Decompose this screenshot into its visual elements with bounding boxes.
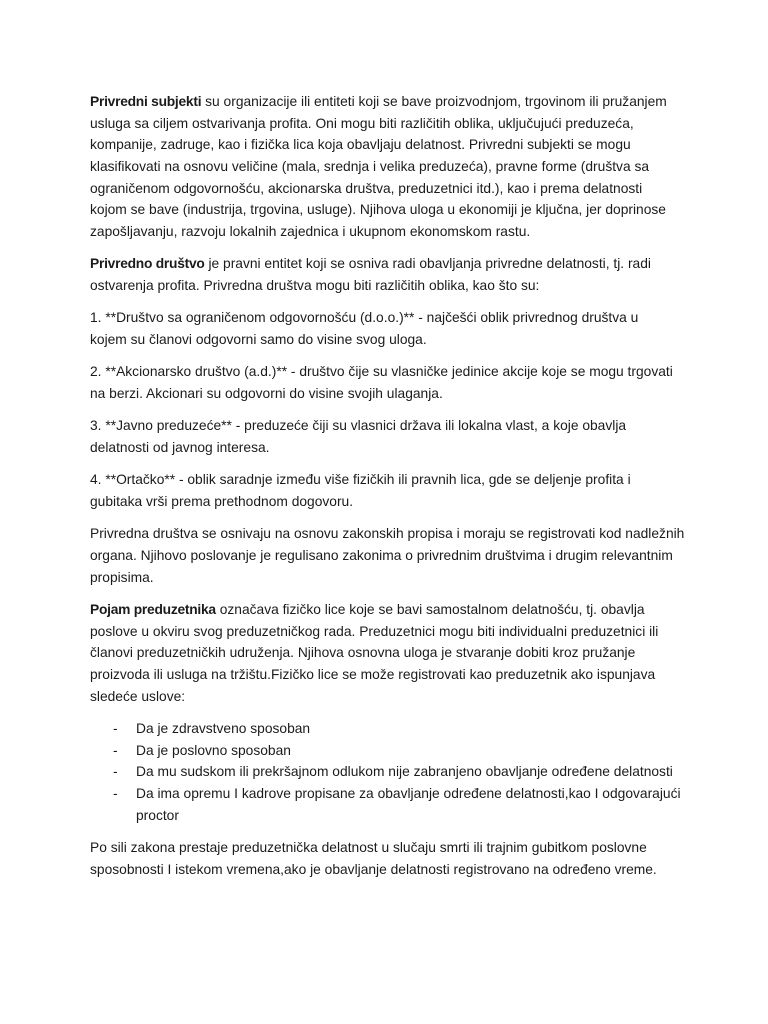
text-line: 3. **Javno preduzeće** - preduzeće čiji su vlasnici država ili lokalna vlast, a koje obavlja bbox=[90, 418, 627, 434]
company-form-item-3 bbox=[90, 415, 708, 458]
text-line: 2. **Akcionarsko društvo (a.d.)** - društvo čije su vlasničke jedinice akcije koje se mogu trgovati bbox=[90, 364, 673, 380]
text-line: 4. **Ortačko** - oblik saradnje između više fizičkih ili pravnih lica, gde se deljenje profita i bbox=[90, 472, 631, 488]
text-line: sledeće uslove: bbox=[90, 688, 186, 704]
text-line: delatnosti od javnog interesa. bbox=[90, 440, 270, 455]
text-line bbox=[90, 91, 708, 113]
text-line: na berzi. Akcionari su odgovorni do visine svojih ulaganja. bbox=[90, 386, 443, 402]
text-line: ograničenom odgovornošću, akcionarska društva, preduzetnici itd.), kao i prema delatnosti bbox=[90, 180, 643, 196]
text-line bbox=[90, 599, 708, 621]
text-line: ostvarenja profita. Privredna društva mogu biti različitih oblika, kao što su: bbox=[90, 278, 540, 294]
conditions-list bbox=[90, 718, 708, 826]
company-form-item-1 bbox=[90, 307, 708, 350]
text-line-rest: je pravni entitet koji se osniva radi obavljanja privredne delatnosti, tj. radi bbox=[208, 256, 651, 272]
list-dash-marker: - bbox=[113, 720, 118, 736]
text-line: Da ima opremu I kadrove propisane za obavljanje određene delatnosti,kao I odgovarajući bbox=[136, 786, 681, 801]
list-item bbox=[90, 783, 708, 826]
text-line: Privredna društva se osnivaju na osnovu zakonskih propisa i moraju se registrovati kod nadležnih bbox=[90, 526, 685, 542]
text-line: kojem su članovi odgovorni samo do visine svog uloga. bbox=[90, 332, 427, 348]
text-line: organa. Njihovo poslovanje je regulisano zakonima o privrednim društvima i drugim relevantnim bbox=[90, 547, 673, 563]
term-heading: Privredno društvo bbox=[90, 256, 205, 272]
text-line: usluga sa ciljem ostvarivanja profita. Oni mogu biti različitih oblika, uključujući preduzeća, bbox=[90, 115, 634, 131]
text-line: kompanije, zadruge, kao i fizička lica koja obavljaju delatnost. Privredni subjekti se mogu bbox=[90, 137, 631, 153]
text-line bbox=[90, 253, 708, 275]
text-line-rest: označava fizičko lice koje se bavi samostalnom delatnošću, tj. obavlja bbox=[219, 601, 645, 617]
text-line: kojom se bave (industrija, trgovina, usluge). Njihova uloga u ekonomiji je ključna, jer doprinose bbox=[90, 202, 666, 218]
text-line: klasifikovati na osnovu veličine (mala, srednja i velika preduzeća), pravne forme (društva sa bbox=[90, 159, 650, 175]
paragraph-closing bbox=[90, 837, 708, 880]
list-item bbox=[90, 761, 708, 783]
list-dash-marker: - bbox=[113, 786, 118, 801]
text-line: propisima. bbox=[90, 569, 154, 585]
text-line: Da je poslovno sposoban bbox=[136, 742, 291, 758]
paragraph-pojam-preduzetnika bbox=[90, 599, 708, 707]
term-heading: Privredni subjekti bbox=[90, 94, 202, 109]
text-line-rest: su organizacije ili entiteti koji se bave proizvodnjom, trgovinom ili pružanjem bbox=[205, 94, 667, 109]
list-dash-marker: - bbox=[113, 742, 118, 758]
text-line: Da je zdravstveno sposoban bbox=[136, 720, 311, 736]
text-line: proizvoda ili usluga na tržištu.Fizičko lice se može registrovati kao preduzetnik ako ispunjava bbox=[90, 666, 656, 682]
text-line: članovi preduzetničkih udruženja. Njihova osnovna uloga je stvaranje dobiti kroz pružanje bbox=[90, 645, 636, 661]
paragraph-privredno-drustvo bbox=[90, 253, 708, 296]
list-dash-marker: - bbox=[113, 764, 118, 780]
list-item bbox=[90, 718, 708, 740]
company-form-item-2 bbox=[90, 361, 708, 404]
text-line: poslove u okviru svog preduzetničkog rada. Preduzetnici mogu biti individualni preduzetnici ili bbox=[90, 623, 659, 639]
term-heading: Pojam preduzetnika bbox=[90, 601, 216, 617]
text-line: gubitaka vrši prema prethodnom dogovoru. bbox=[90, 493, 354, 509]
paragraph-privredni-subjekti bbox=[90, 91, 708, 243]
text-line: proctor bbox=[136, 807, 179, 823]
text-line: Po sili zakona prestaje preduzetnička delatnost u slučaju smrti ili trajnim gubitkom poslovne bbox=[90, 839, 647, 855]
text-line: Da mu sudskom ili prekršajnom odlukom nije zabranjeno obavljanje određene delatnosti bbox=[136, 764, 673, 780]
text-line: sposobnosti I istekom vremena,ako je obavljanje delatnosti registrovano na određeno vreme. bbox=[90, 861, 657, 877]
paragraph-registration bbox=[90, 523, 708, 588]
list-item bbox=[90, 740, 708, 762]
company-form-item-4 bbox=[90, 469, 708, 512]
text-line: zapošljavanju, razvoju lokalnih zajednica i ukupnom ekonomskom rastu. bbox=[90, 224, 531, 240]
text-line: 1. **Društvo sa ograničenom odgovornošću (d.o.o.)** - najčešći oblik privrednog društva u bbox=[90, 310, 639, 326]
